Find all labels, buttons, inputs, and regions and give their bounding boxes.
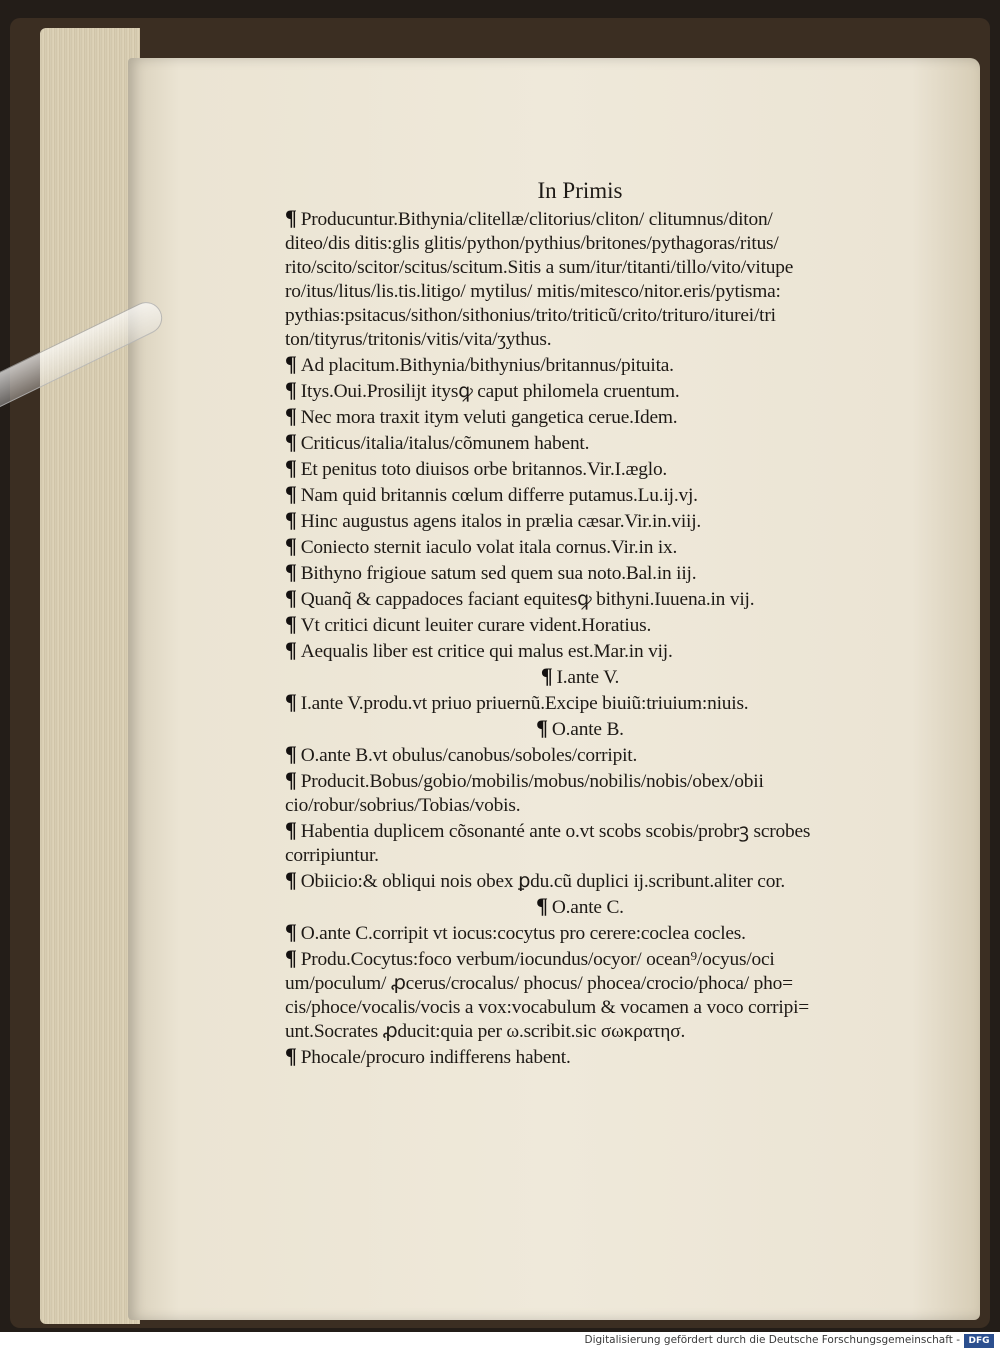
pilcrow-icon: ¶ — [285, 585, 297, 610]
text-line — [285, 1044, 935, 1070]
line-text: Coniecto sternit iaculo volat itala cornus.Vir.in ix. — [300, 537, 678, 558]
line-text: O.ante C. — [551, 897, 624, 918]
pilcrow-icon: ¶ — [285, 559, 297, 584]
line-text: Quanq̃ & cappadoces faciant equitesꝙ bithyni.Iuuena.in vij. — [300, 589, 755, 610]
pilcrow-icon: ¶ — [536, 893, 548, 918]
text-line — [285, 868, 935, 894]
pilcrow-icon: ¶ — [285, 533, 297, 558]
pilcrow-icon: ¶ — [285, 689, 297, 714]
pilcrow-icon: ¶ — [285, 919, 297, 944]
line-text: corripiuntur. — [285, 845, 379, 866]
pilcrow-icon: ¶ — [285, 429, 297, 454]
line-text: Vt critici dicunt leuiter curare vident.Horatius. — [300, 615, 652, 636]
line-text: Hinc augustus agens italos in prælia cæsar.Vir.in.viij. — [300, 511, 702, 532]
text-lines — [285, 206, 935, 1070]
line-text: cio/robur/sobrius/Tobias/vobis. — [285, 795, 521, 816]
line-text: Habentia duplicem cõsonanté ante o.vt scobs scobis/probrꝫ scrobes — [300, 821, 811, 842]
text-line — [285, 996, 935, 1020]
line-text: Phocale/procuro indifferens habent. — [300, 1047, 571, 1068]
pilcrow-icon: ¶ — [285, 817, 297, 842]
line-text: unt.Socrates ꝓducit:quia per ω.scribit.sic σωκρατησ. — [285, 1021, 686, 1042]
text-line — [285, 920, 935, 946]
text-line — [285, 430, 935, 456]
text-line — [285, 456, 935, 482]
text-line — [285, 638, 935, 664]
line-text: Ad placitum.Bithynia/bithynius/britannus/pituita. — [300, 355, 674, 376]
line-text: Bithyno frigioue satum sed quem sua noto.Bal.in iij. — [300, 563, 697, 584]
pilcrow-icon: ¶ — [285, 351, 297, 376]
line-text: O.ante C.corripit vt iocus:cocytus pro cerere:coclea cocles. — [300, 923, 746, 944]
line-text: Producuntur.Bithynia/clitellæ/clitorius/cliton/ clitumnus/diton/ — [300, 209, 773, 230]
pilcrow-icon: ¶ — [540, 663, 553, 688]
line-text: O.ante B. — [551, 719, 624, 740]
text-line — [285, 894, 875, 920]
text-line — [285, 794, 935, 818]
pilcrow-icon: ¶ — [285, 455, 297, 480]
pilcrow-icon: ¶ — [285, 481, 297, 506]
text-line — [285, 716, 875, 742]
text-line — [285, 818, 935, 844]
line-text: pythias:psitacus/sithon/sithonius/trito/triticũ/crito/trituro/iturei/tri — [285, 305, 776, 326]
line-text: Nam quid britannis cœlum differre putamus.Lu.ij.vj. — [300, 485, 698, 506]
text-line — [285, 664, 875, 690]
text-line — [285, 404, 935, 430]
line-text: Itys.Oui.Prosilijt itysꝙ caput philomela cruentum. — [300, 381, 680, 402]
line-text: ro/itus/litus/lis.tis.litigo/ mytilus/ mitis/mitesco/nitor.eris/pytisma: — [285, 281, 781, 302]
text-line — [285, 742, 935, 768]
line-text: ton/tityrus/tritonis/vitis/vita/ʒythus. — [285, 329, 552, 350]
line-text: Criticus/italia/italus/cõmunem habent. — [300, 433, 590, 454]
line-text: Obiicio:& obliqui nois obex ꝑdu.cũ duplici ij.scribunt.aliter cor. — [300, 871, 786, 892]
pilcrow-icon: ¶ — [536, 715, 548, 740]
pilcrow-icon: ¶ — [285, 1043, 297, 1068]
line-text: um/poculum/ ꝓcerus/crocalus/ phocus/ phocea/crocio/phoca/ pho= — [285, 973, 793, 994]
line-text: cis/phoce/vocalis/vocis a vox:vocabulum & vocamen a voco corripi= — [285, 997, 810, 1018]
text-line — [285, 560, 935, 586]
pilcrow-icon: ¶ — [285, 611, 297, 636]
text-line — [285, 206, 935, 232]
text-line — [285, 946, 935, 972]
line-text: Aequalis liber est critice qui malus est.Mar.in vij. — [300, 641, 673, 662]
pilcrow-icon: ¶ — [285, 507, 297, 532]
text-line — [285, 482, 935, 508]
text-line — [285, 534, 935, 560]
pilcrow-icon: ¶ — [285, 377, 297, 402]
text-line — [285, 586, 935, 612]
line-text: Producit.Bobus/gobio/mobilis/mobus/nobilis/nobis/obex/obii — [300, 771, 764, 792]
line-text: Nec mora traxit itym veluti gangetica cerue.Idem. — [300, 407, 678, 428]
pilcrow-icon: ¶ — [285, 767, 297, 792]
page-heading: In Primis — [537, 178, 623, 203]
line-text: I.ante V. — [556, 667, 620, 688]
text-line — [285, 690, 935, 716]
page-stack-edges — [40, 28, 140, 1324]
footer-credit: Digitalisierung gefördert durch die Deutsche Forschungsgemeinschaft - — [584, 1334, 960, 1346]
text-line — [285, 612, 935, 638]
pilcrow-icon: ¶ — [285, 945, 297, 970]
text-line — [285, 328, 935, 352]
line-text: O.ante B.vt obulus/canobus/soboles/corripit. — [300, 745, 638, 766]
pilcrow-icon: ¶ — [285, 205, 297, 230]
text-line — [285, 768, 935, 794]
line-text: Et penitus toto diuisos orbe britannos.Vir.I.æglo. — [300, 459, 668, 480]
text-line — [285, 1020, 935, 1044]
line-text: rito/scito/scitor/scitus/scitum.Sitis a sum/itur/titanti/tillo/vito/vitupe — [285, 257, 794, 278]
pilcrow-icon: ¶ — [285, 867, 297, 892]
line-text: diteo/dis ditis:glis glitis/python/pythius/britones/pythagoras/ritus/ — [285, 233, 779, 254]
text-line — [285, 508, 935, 534]
text-line — [285, 256, 935, 280]
pilcrow-icon: ¶ — [285, 741, 297, 766]
text-line — [285, 972, 935, 996]
text-line — [285, 378, 935, 404]
dfg-logo: DFG — [964, 1334, 994, 1348]
page-text — [285, 176, 935, 1070]
text-line — [285, 304, 935, 328]
text-line — [285, 232, 935, 256]
text-line — [285, 352, 935, 378]
text-line — [285, 280, 935, 304]
pilcrow-icon: ¶ — [285, 403, 297, 428]
line-text: I.ante V.produ.vt priuo priuernũ.Excipe biuiũ:triuium:niuis. — [300, 693, 749, 714]
pilcrow-icon: ¶ — [285, 637, 297, 662]
text-line — [285, 844, 935, 868]
digitization-footer — [0, 1332, 1000, 1351]
line-text: Produ.Cocytus:foco verbum/iocundus/ocyor/ ocean⁹/ocyus/oci — [300, 949, 775, 970]
